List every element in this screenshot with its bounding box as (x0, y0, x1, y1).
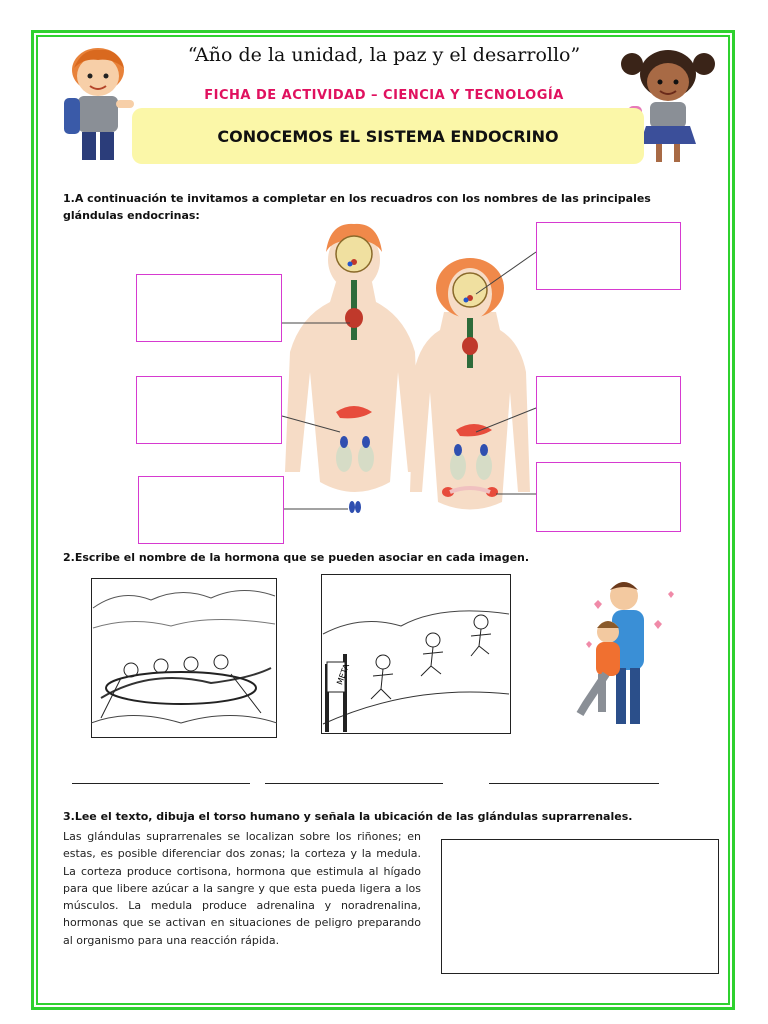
question-1: 1.A continuación te invitamos a completar en los recuadros con los nombres de las principales glándulas endocrinas: (63, 192, 651, 222)
answer-box-ovaries[interactable] (536, 462, 681, 532)
question-2: 2.Escribe el nombre de la hormona que se pueden asociar en cada imagen. (63, 551, 530, 564)
drawing-box[interactable] (441, 839, 719, 974)
answer-box-pancreas[interactable] (136, 376, 282, 444)
rafting-image (91, 578, 277, 738)
year-motto: “Año de la unidad, la paz y el desarrollo” (187, 44, 581, 66)
race-image (321, 574, 511, 734)
answer-box-adrenal[interactable] (536, 376, 681, 444)
question-3: 3.Lee el texto, dibuja el torso humano y señala la ubicación de las glándulas suprarrenales. (63, 810, 633, 823)
answer-line-2[interactable] (265, 783, 443, 784)
page-title: CONOCEMOS EL SISTEMA ENDOCRINO (217, 127, 559, 146)
hug-image (566, 574, 686, 734)
worksheet-subject: FICHA DE ACTIVIDAD – CIENCIA Y TECNOLOGÍA (204, 88, 564, 103)
answer-line-1[interactable] (72, 783, 250, 784)
answer-line-3[interactable] (489, 783, 659, 784)
adrenal-text: Las glándulas suprarrenales se localizan sobre los riñones; en estas, es posible diferenciar dos zonas; la corteza y la medula. La corteza produce cortisona, hormona que estimula al hígado para que libere azúcar a la sangre y que esta pueda ligera a los músculos. La medula produce adrenalina y noradrenalina, hormonas que se activan en situaciones de peligro preparando al organismo para una reacción rápida. (63, 830, 421, 947)
endocrine-body-diagram (280, 222, 540, 522)
race-finish-sign: META (335, 662, 352, 687)
answer-box-pituitary[interactable] (536, 222, 681, 290)
answer-box-testes[interactable] (138, 476, 284, 544)
answer-box-thyroid[interactable] (136, 274, 282, 342)
